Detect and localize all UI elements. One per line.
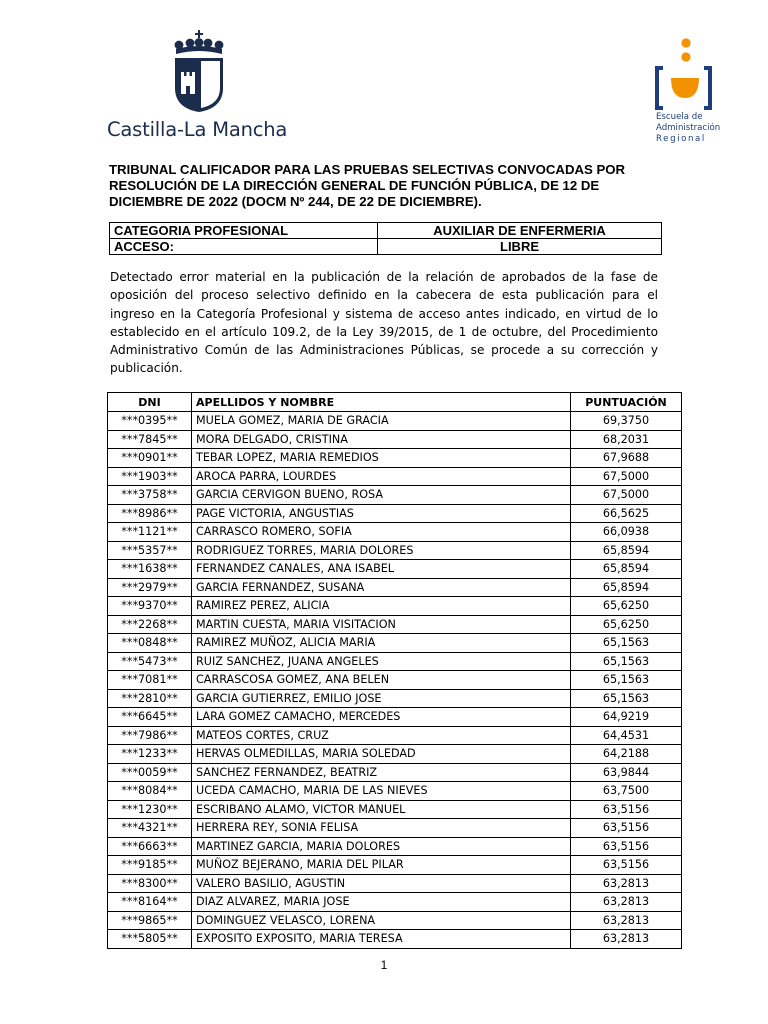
intro-paragraph: Detectado error material en la publicación de la relación de aprobados de la fase de oposición del proceso selectivo definido en la cabecera de esta publicación para el ingreso en la Categoría Profesional y sistema de acceso antes indicado, en virtud de lo establecido en el artículo 109.2, de la Ley 39/2015, de 1 de octubre, del Procedimiento Administrativo Común de las Administraciones Públicas, se procede a su corrección y publicación. [110, 270, 658, 376]
table-row [108, 449, 682, 468]
table-row [108, 856, 682, 875]
row-score: 64,9219 [571, 708, 682, 727]
row-score: 65,8594 [571, 578, 682, 597]
table-row [108, 782, 682, 801]
row-dni: ***3758** [108, 486, 192, 505]
table-row [108, 615, 682, 634]
row-score: 63,9844 [571, 763, 682, 782]
row-score: 65,1563 [571, 634, 682, 653]
row-score: 63,5156 [571, 837, 682, 856]
ear-line-3: Regional [656, 134, 706, 144]
row-name: MATEOS CORTES, CRUZ [192, 726, 571, 745]
row-name: HERRERA REY, SONIA FELISA [192, 819, 571, 838]
row-name: HERVAS OLMEDILLAS, MARIA SOLEDAD [192, 745, 571, 764]
row-score: 67,9688 [571, 449, 682, 468]
row-name: PAGE VICTORIA, ANGUSTIAS [192, 504, 571, 523]
table-row [108, 874, 682, 893]
table-row [108, 726, 682, 745]
table-row [108, 597, 682, 616]
escuela-administracion-regional-logo-icon [654, 38, 714, 112]
row-score: 65,8594 [571, 560, 682, 579]
row-dni: ***7081** [108, 671, 192, 690]
row-score: 65,6250 [571, 597, 682, 616]
row-dni: ***4321** [108, 819, 192, 838]
row-score: 64,4531 [571, 726, 682, 745]
row-score: 65,1563 [571, 652, 682, 671]
castilla-la-mancha-coat-of-arms-icon [172, 30, 226, 114]
row-dni: ***2268** [108, 615, 192, 634]
row-score: 67,5000 [571, 486, 682, 505]
castilla-la-mancha-logo [107, 30, 287, 145]
results-header-row [108, 393, 682, 412]
table-row [108, 708, 682, 727]
row-score: 63,5156 [571, 800, 682, 819]
row-name: MORA DELGADO, CRISTINA [192, 430, 571, 449]
row-score: 68,2031 [571, 430, 682, 449]
table-row [108, 560, 682, 579]
row-score: 63,2813 [571, 893, 682, 912]
row-name: SANCHEZ FERNANDEZ, BEATRIZ [192, 763, 571, 782]
row-dni: ***1903** [108, 467, 192, 486]
row-dni: ***7845** [108, 430, 192, 449]
row-dni: ***1230** [108, 800, 192, 819]
results-body [108, 412, 682, 949]
row-dni: ***8986** [108, 504, 192, 523]
table-row [108, 763, 682, 782]
header-score: PUNTUACIÓN [571, 393, 682, 412]
escuela-administracion-regional-logo [650, 38, 730, 150]
header-name: APELLIDOS Y NOMBRE [192, 393, 571, 412]
document-title: TRIBUNAL CALIFICADOR PARA LAS PRUEBAS SELECTIVAS CONVOCADAS POR RESOLUCIÓN DE LA DIRECCIÓN GENERAL DE FUNCIÓN PÚBLICA, DE 12 DE DICIEMBRE DE 2022 (DOCM Nº 244, DE 22 DE DICIEMBRE). [109, 162, 626, 209]
row-score: 69,3750 [571, 412, 682, 431]
row-score: 67,5000 [571, 467, 682, 486]
row-score: 65,6250 [571, 615, 682, 634]
row-name: GARCIA GUTIERREZ, EMILIO JOSE [192, 689, 571, 708]
row-name: DOMINGUEZ VELASCO, LORENA [192, 911, 571, 930]
row-dni: ***2810** [108, 689, 192, 708]
row-name: MUELA GOMEZ, MARIA DE GRACIA [192, 412, 571, 431]
castilla-la-mancha-name: Castilla-La Mancha [107, 118, 288, 141]
row-name: DIAZ ALVAREZ, MARIA JOSE [192, 893, 571, 912]
table-row [108, 652, 682, 671]
category-row [110, 223, 662, 239]
table-row [108, 467, 682, 486]
row-dni: ***2979** [108, 578, 192, 597]
table-row [108, 578, 682, 597]
row-score: 63,2813 [571, 874, 682, 893]
table-row [108, 745, 682, 764]
row-dni: ***1121** [108, 523, 192, 542]
row-name: RUIZ SANCHEZ, JUANA ANGELES [192, 652, 571, 671]
row-dni: ***9865** [108, 911, 192, 930]
table-row [108, 523, 682, 542]
row-name: CARRASCOSA GOMEZ, ANA BELEN [192, 671, 571, 690]
row-name: GARCIA FERNANDEZ, SUSANA [192, 578, 571, 597]
ear-line-1: Escuela de [656, 112, 703, 122]
table-row [108, 541, 682, 560]
category-table [109, 222, 662, 255]
row-score: 66,0938 [571, 523, 682, 542]
row-name: MARTIN CUESTA, MARIA VISITACION [192, 615, 571, 634]
category-label: CATEGORIA PROFESIONAL [110, 223, 378, 239]
table-row [108, 430, 682, 449]
row-name: MUÑOZ BEJERANO, MARIA DEL PILAR [192, 856, 571, 875]
row-name: EXPOSITO EXPOSITO, MARIA TERESA [192, 930, 571, 949]
ear-line-2: Administración [656, 123, 721, 133]
row-name: GARCIA CERVIGON BUENO, ROSA [192, 486, 571, 505]
row-dni: ***5805** [108, 930, 192, 949]
category-value: AUXILIAR DE ENFERMERIA [378, 223, 662, 239]
row-dni: ***8164** [108, 893, 192, 912]
access-label: ACCESO: [110, 239, 378, 255]
row-score: 66,5625 [571, 504, 682, 523]
row-dni: ***9370** [108, 597, 192, 616]
row-score: 65,8594 [571, 541, 682, 560]
page-number: 1 [380, 958, 388, 972]
table-row [108, 893, 682, 912]
row-name: AROCA PARRA, LOURDES [192, 467, 571, 486]
row-score: 65,1563 [571, 671, 682, 690]
row-score: 63,2813 [571, 911, 682, 930]
row-name: ESCRIBANO ALAMO, VICTOR MANUEL [192, 800, 571, 819]
row-dni: ***1233** [108, 745, 192, 764]
row-name: LARA GOMEZ CAMACHO, MERCEDES [192, 708, 571, 727]
row-name: UCEDA CAMACHO, MARIA DE LAS NIEVES [192, 782, 571, 801]
table-row [108, 930, 682, 949]
table-row [108, 634, 682, 653]
row-dni: ***0848** [108, 634, 192, 653]
row-name: RODRIGUEZ TORRES, MARIA DOLORES [192, 541, 571, 560]
table-row [108, 819, 682, 838]
row-dni: ***5473** [108, 652, 192, 671]
table-row [108, 911, 682, 930]
table-row [108, 486, 682, 505]
row-name: RAMIREZ PEREZ, ALICIA [192, 597, 571, 616]
results-table [107, 392, 682, 949]
row-dni: ***7986** [108, 726, 192, 745]
table-row [108, 412, 682, 431]
table-row [108, 689, 682, 708]
access-value: LIBRE [378, 239, 662, 255]
row-dni: ***8300** [108, 874, 192, 893]
row-score: 63,5156 [571, 819, 682, 838]
row-dni: ***6645** [108, 708, 192, 727]
access-row [110, 239, 662, 255]
row-score: 65,1563 [571, 689, 682, 708]
row-name: TEBAR LOPEZ, MARIA REMEDIOS [192, 449, 571, 468]
table-row [108, 671, 682, 690]
row-dni: ***0395** [108, 412, 192, 431]
row-dni: ***6663** [108, 837, 192, 856]
row-score: 63,7500 [571, 782, 682, 801]
table-row [108, 504, 682, 523]
row-score: 63,2813 [571, 930, 682, 949]
row-dni: ***9185** [108, 856, 192, 875]
row-dni: ***8084** [108, 782, 192, 801]
row-name: MARTINEZ GARCIA, MARIA DOLORES [192, 837, 571, 856]
row-name: CARRASCO ROMERO, SOFIA [192, 523, 571, 542]
table-row [108, 800, 682, 819]
row-name: FERNANDEZ CANALES, ANA ISABEL [192, 560, 571, 579]
row-dni: ***0901** [108, 449, 192, 468]
row-dni: ***1638** [108, 560, 192, 579]
header-dni: DNI [108, 393, 192, 412]
row-name: RAMIREZ MUÑOZ, ALICIA MARIA [192, 634, 571, 653]
row-dni: ***0059** [108, 763, 192, 782]
row-score: 63,5156 [571, 856, 682, 875]
row-dni: ***5357** [108, 541, 192, 560]
row-score: 64,2188 [571, 745, 682, 764]
table-row [108, 837, 682, 856]
row-name: VALERO BASILIO, AGUSTIN [192, 874, 571, 893]
